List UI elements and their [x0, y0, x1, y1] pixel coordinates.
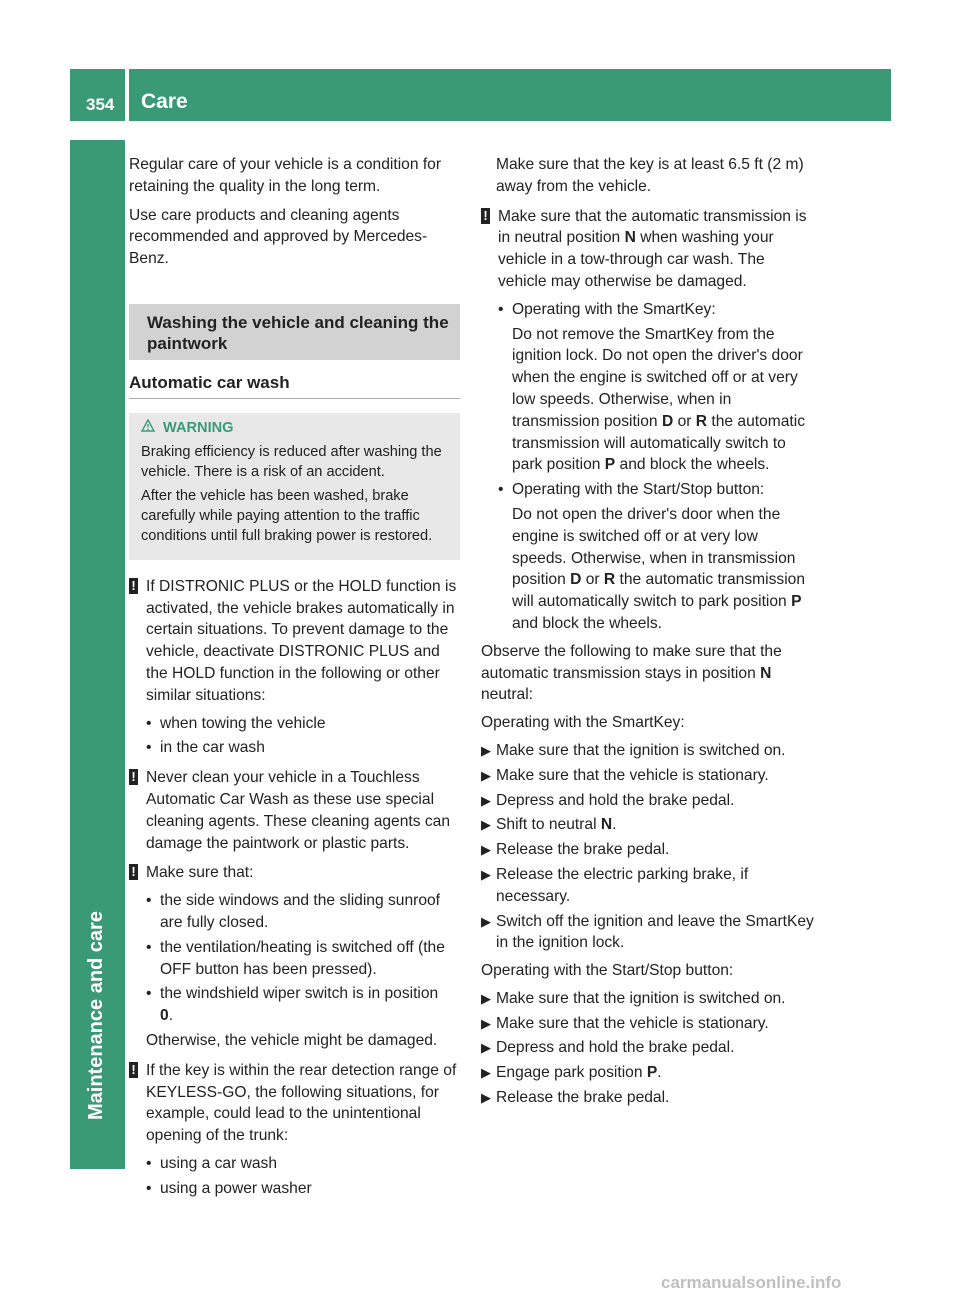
step-text: .	[657, 1064, 662, 1082]
step-arrow-icon: ▶	[481, 866, 491, 882]
bullet-icon: •	[146, 1179, 152, 1197]
position-n: N	[760, 664, 772, 682]
list-item	[129, 737, 460, 759]
conjunction-text: or	[677, 412, 692, 430]
bullet-icon: •	[146, 985, 152, 1003]
note	[129, 862, 460, 884]
step-text: Switch off the ignition and leave the SmartKey in the ignition lock.	[496, 912, 814, 952]
step-arrow-icon: ▶	[481, 767, 491, 783]
note-text: Never clean your vehicle in a Touchless Automatic Car Wash as these use special cleaning agents. These cleaning agents can damage the paintwork or plastic parts.	[146, 769, 451, 852]
note	[129, 767, 460, 854]
watermark: carmanualsonline.info	[661, 1273, 842, 1292]
position-p: P	[604, 456, 616, 474]
position-p: P	[646, 1064, 658, 1082]
warning-title: WARNING	[163, 419, 234, 436]
step-arrow-icon: ▶	[481, 1040, 491, 1056]
list-item	[129, 890, 460, 934]
list-item-text: in the car wash	[160, 739, 265, 757]
bullet-icon: •	[146, 1154, 152, 1172]
step-arrow-icon: ▶	[481, 913, 491, 929]
key-distance-text: Make sure that the key is at least 6.5 ft (2 m) away from the vehicle.	[496, 156, 804, 195]
step-arrow-icon: ▶	[481, 842, 491, 858]
list-item-text: using a car wash	[160, 1154, 278, 1172]
position-n: N	[624, 229, 636, 247]
list-item	[129, 937, 460, 981]
note	[481, 206, 814, 293]
note	[129, 1060, 460, 1147]
smartkey-heading: Operating with the SmartKey:	[481, 714, 685, 732]
list-item-text: Operating with the SmartKey:	[512, 300, 716, 318]
bullet-icon: •	[146, 938, 152, 956]
note-text: If the key is within the rear detection range of KEYLESS-GO, the following situations, for example, could lead to the unintentional opening of the trunk:	[146, 1061, 457, 1145]
description-text: and block the wheels.	[619, 456, 770, 474]
warning-box	[129, 413, 460, 560]
list-item-text: the side windows and the sliding sunroof are fully closed.	[160, 892, 440, 931]
step-item	[481, 864, 814, 908]
step-item	[481, 1037, 814, 1059]
wiper-position: 0	[160, 1007, 169, 1025]
step-item	[481, 814, 814, 836]
description-text: Do not open the driver's door when the engine is switched off or at very low speeds. Otherwise, when in transmission position	[512, 505, 796, 589]
position-r: R	[603, 571, 616, 589]
bullet-icon: •	[146, 739, 152, 757]
observe-text: neutral:	[481, 686, 534, 704]
warning-triangle-icon	[141, 418, 155, 438]
bullet-icon: •	[146, 714, 152, 732]
step-arrow-icon: ▶	[481, 1065, 491, 1081]
step-text: Make sure that the ignition is switched on.	[496, 989, 786, 1007]
intro-paragraph: Regular care of your vehicle is a condition for retaining the quality in the long term.	[129, 156, 442, 195]
list-item: • the windshield wiper switch is in position 0.	[146, 985, 439, 1025]
exclamation-icon: !	[129, 769, 138, 785]
note-text: If DISTRONIC PLUS or the HOLD function is activated, the vehicle brakes automatically in certain situations. To prevent damage to the vehicle, deactivate DISTRONIC PLUS and the HOLD function in the following or other similar situations:	[146, 577, 457, 704]
bullet-description	[481, 504, 814, 635]
section-heading: Washing the vehicle and cleaning the paintwork	[129, 304, 460, 360]
side-tab-label: Maintenance and care	[85, 911, 107, 1120]
bullet-icon: •	[146, 892, 152, 910]
description-text: and block the wheels.	[512, 614, 662, 632]
step-item	[481, 790, 814, 812]
page-header	[70, 69, 891, 121]
step-text: Make sure that the vehicle is stationary.	[496, 1014, 769, 1032]
subsection-heading: Automatic car wash	[129, 360, 460, 399]
list-item	[481, 479, 814, 501]
otherwise-text: Otherwise, the vehicle might be damaged.	[146, 1031, 438, 1049]
intro-paragraph: Use care products and cleaning agents recommended and approved by Mercedes-Benz.	[129, 206, 428, 268]
list-item-text: Operating with the Start/Stop button:	[512, 481, 765, 499]
step-text: Release the brake pedal.	[496, 1089, 670, 1107]
header-divider	[125, 69, 129, 121]
note-text: Make sure that the automatic transmission is in neutral position	[498, 207, 807, 247]
list-item	[129, 1178, 460, 1200]
description-text: Do not remove the SmartKey from the ignition lock. Do not open the driver's door when the engine is switched off or at very low speeds. Otherwise, when in transmission position	[512, 325, 803, 430]
step-text: Depress and hold the brake pedal.	[496, 791, 735, 809]
list-item	[129, 1153, 460, 1175]
warning-text: Braking efficiency is reduced after washing the vehicle. There is a risk of an accident.	[141, 443, 442, 480]
step-item	[481, 1013, 814, 1035]
step-arrow-icon: ▶	[481, 990, 491, 1006]
description-text: the automatic transmission will automatically switch to park position	[512, 571, 806, 611]
note-text: when washing your vehicle in a tow-through car wash. The vehicle may otherwise be damaged.	[498, 229, 774, 290]
position-d: D	[570, 571, 582, 589]
right-column	[481, 154, 814, 1112]
step-text: Release the brake pedal.	[496, 841, 670, 859]
step-text: Shift to neutral	[496, 816, 597, 834]
step-item	[481, 765, 814, 787]
step-text: Make sure that the ignition is switched on.	[496, 741, 786, 759]
step-text: Engage park position	[496, 1064, 643, 1082]
step-text: .	[612, 816, 617, 834]
conjunction-text: or	[585, 571, 600, 589]
position-p: P	[791, 593, 802, 611]
exclamation-icon: !	[129, 864, 138, 880]
list-item	[129, 713, 460, 735]
step-item	[481, 988, 814, 1010]
list-item	[481, 299, 814, 321]
note-text: Make sure that:	[146, 864, 254, 882]
warning-text: After the vehicle has been washed, brake carefully while paying attention to the traffic conditions until full braking power is restored.	[141, 487, 433, 544]
step-arrow-icon: ▶	[481, 817, 491, 833]
observe-paragraph	[481, 641, 814, 706]
exclamation-icon: !	[129, 578, 138, 594]
page-number: 354	[86, 95, 115, 114]
description-text: the automatic transmission will automatically switch to park position	[512, 412, 806, 474]
exclamation-icon: !	[129, 1062, 138, 1078]
step-arrow-icon: ▶	[481, 792, 491, 808]
exclamation-icon: !	[481, 208, 490, 224]
observe-text: Observe the following to make sure that the automatic transmission stays in position	[481, 642, 782, 682]
position-d: D	[661, 412, 674, 430]
chapter-title: Care	[141, 90, 188, 113]
warning-header	[141, 418, 450, 438]
step-text: Depress and hold the brake pedal.	[496, 1039, 735, 1057]
step-text: Make sure that the vehicle is stationary.	[496, 766, 769, 784]
bullet-icon: •	[498, 481, 504, 499]
step-arrow-icon: ▶	[481, 742, 491, 758]
step-text: Release the electric parking brake, if necessary.	[496, 865, 749, 905]
step-item	[481, 911, 814, 955]
step-arrow-icon: ▶	[481, 1090, 491, 1106]
step-item	[481, 839, 814, 861]
startstop-heading: Operating with the Start/Stop button:	[481, 962, 734, 980]
list-item-text: when towing the vehicle	[160, 714, 326, 732]
step-item	[481, 1087, 814, 1109]
step-item	[481, 1062, 814, 1084]
step-item	[481, 740, 814, 762]
list-item-text: the windshield wiper switch is in position	[160, 985, 439, 1003]
left-column	[129, 154, 460, 1203]
note	[129, 576, 460, 707]
bullet-description	[481, 324, 814, 477]
position-n: N	[600, 816, 613, 834]
list-item-text: using a power washer	[160, 1179, 312, 1197]
side-tab	[70, 140, 125, 1169]
position-r: R	[695, 412, 708, 430]
bullet-icon: •	[498, 300, 504, 318]
step-arrow-icon: ▶	[481, 1015, 491, 1031]
list-item-text: the ventilation/heating is switched off (the OFF button has been pressed).	[160, 938, 445, 978]
